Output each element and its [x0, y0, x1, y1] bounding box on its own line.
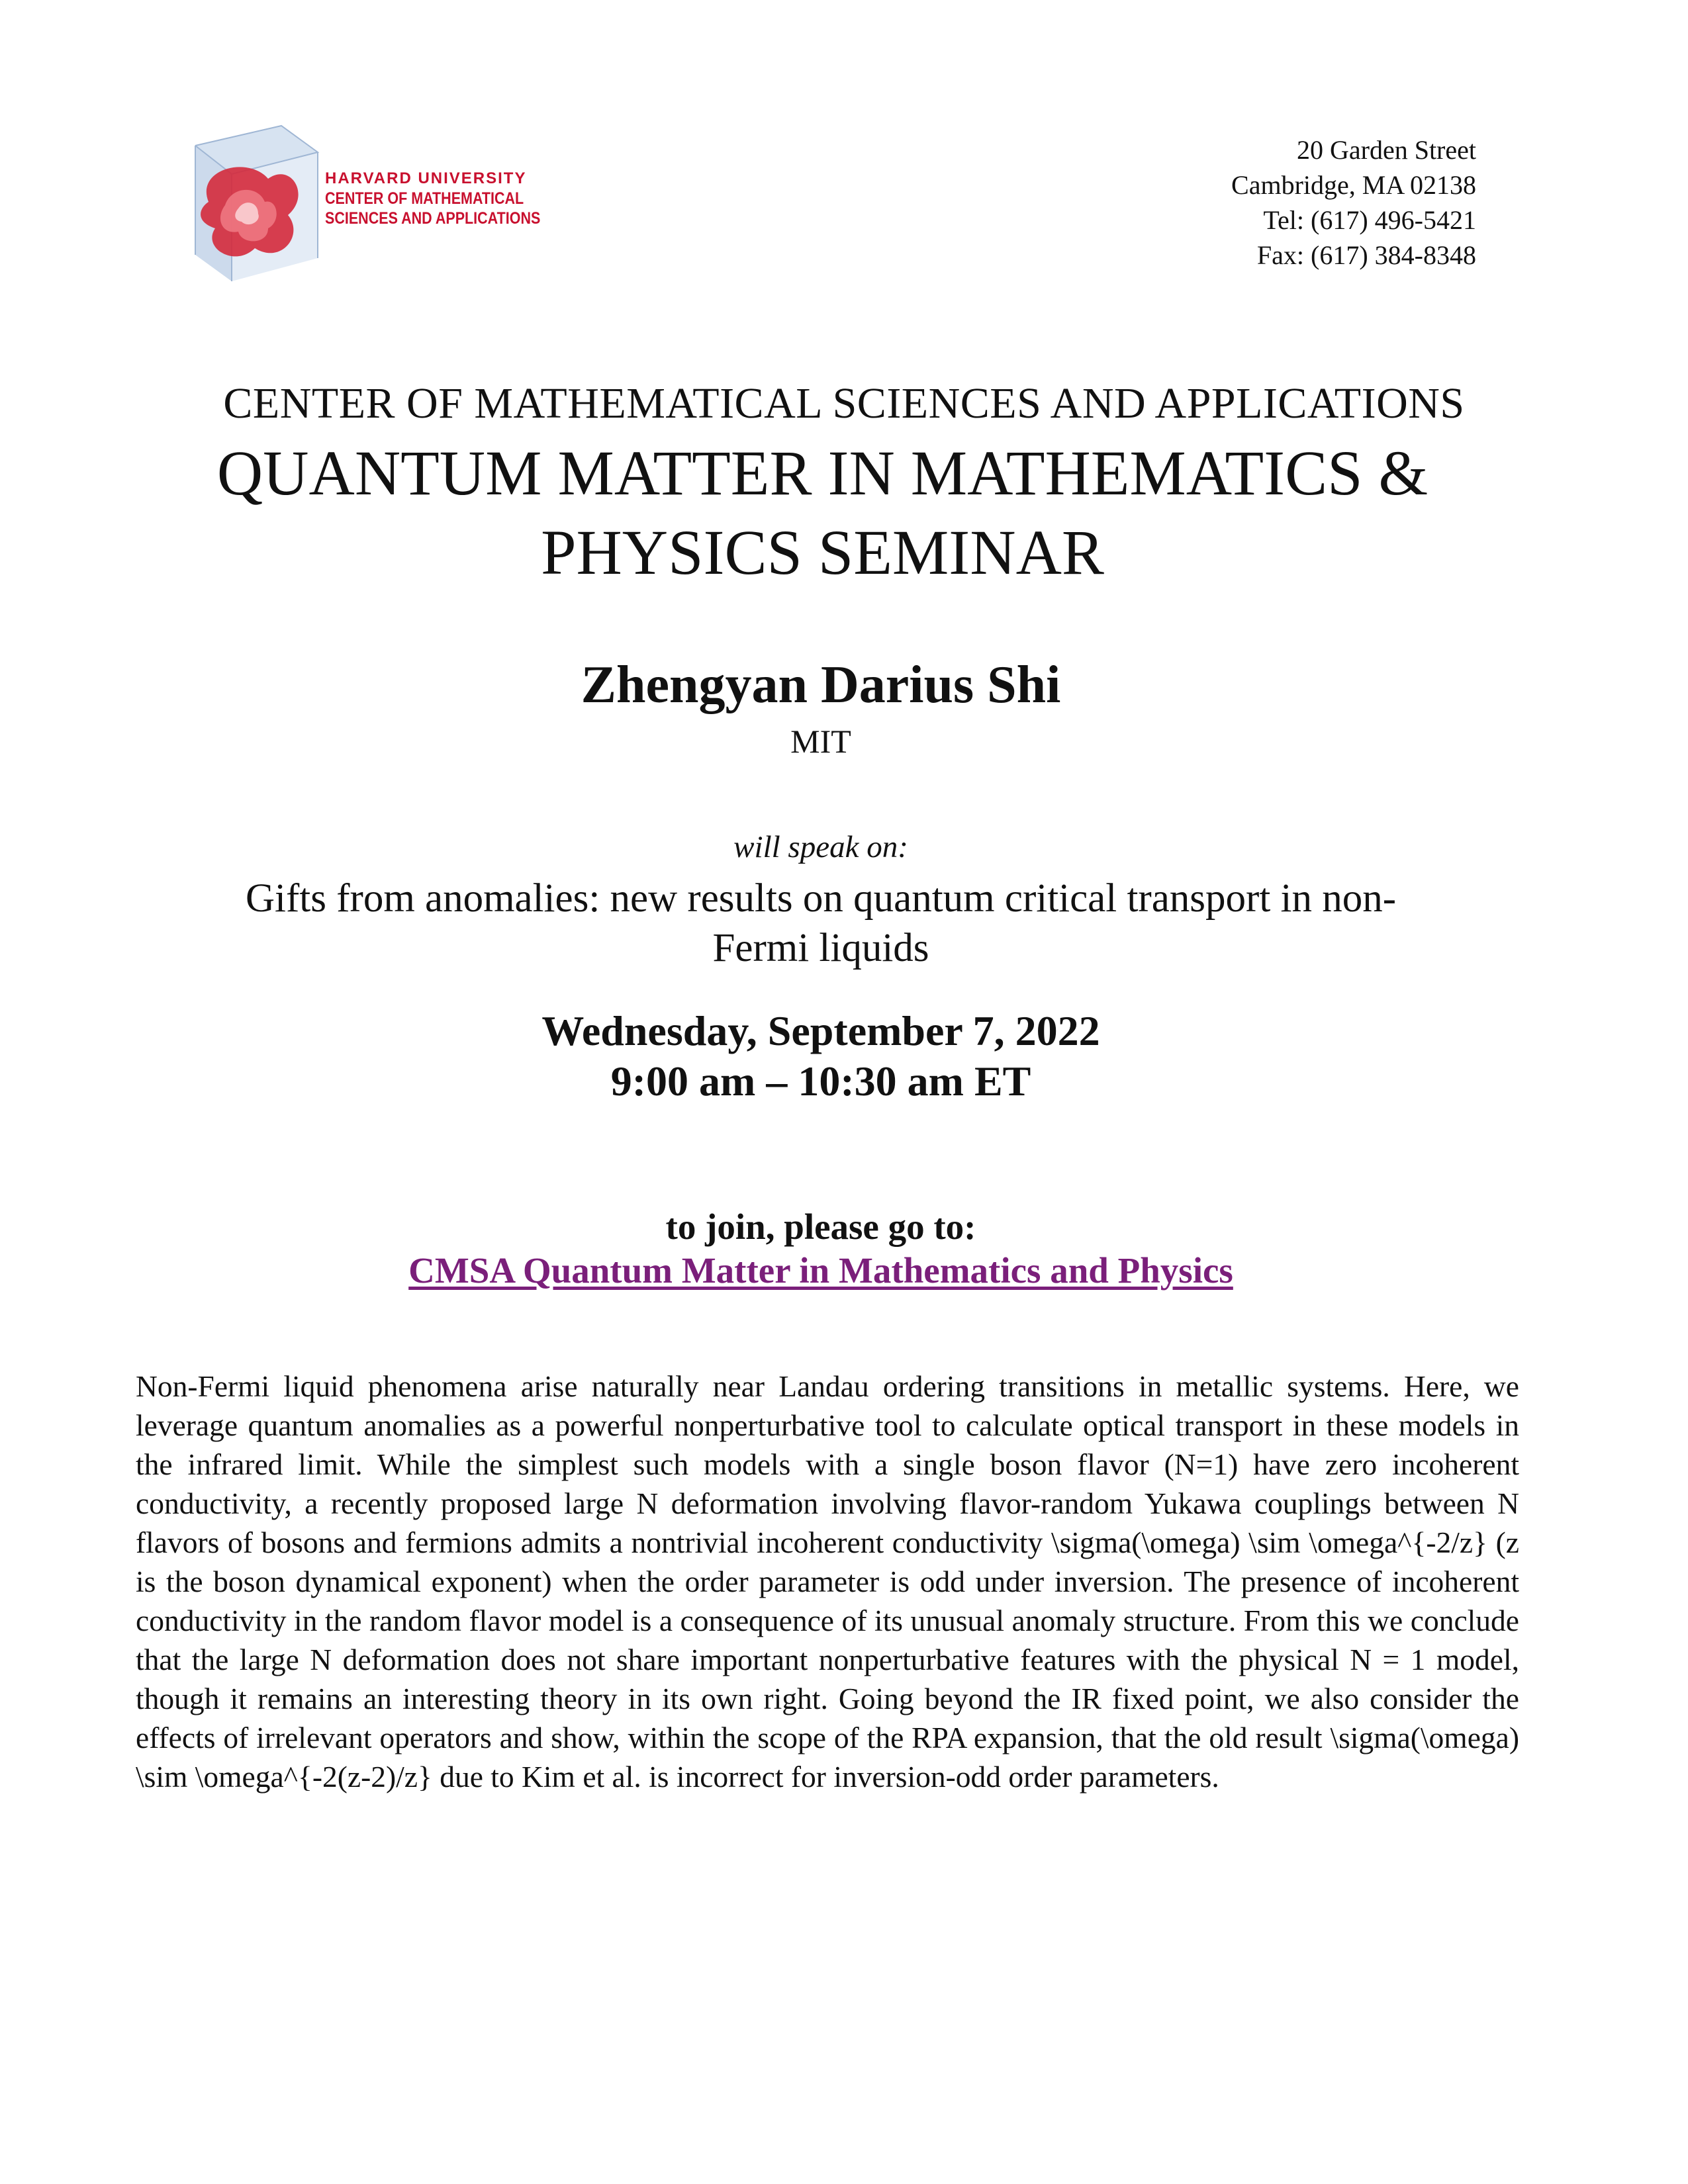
abstract-text: Non-Fermi liquid phenomena arise naturally near Landau ordering transitions in metallic systems. Here, we leverage quantum anomalies as a powerful nonperturbative tool to calculate optical transport in these models in the infrared limit. While the simplest such models with a single boson flavor (N=1) have zero incoherent conductivity, a recently proposed large N deformation involving flavor-random Yukawa couplings between N flavors of bosons and fermions admits a nontrivial incoherent conductivity \sigma(\omega) \sim \omega^{-2/z} (z is the boson dynamical exponent) when the order parameter is odd under inversion. The presence of incoherent conductivity in the random flavor model is a consequence of its unusual anomaly structure. From this we conclude that the large N deformation does not share important nonperturbative features with the physical N = 1 model, though it remains an interesting theory in its own right. Going beyond the IR fixed point, we also consider the effects of irrelevant operators and show, within the scope of the RPA expansion, that the old result \sigma(\omega) \sim \omega^{-2(z-2)/z} due to Kim et al. is incorrect for inversion-odd order parameters. [136, 1369, 1519, 1794]
join-link-wrapper [0, 1248, 1642, 1294]
join-link[interactable]: CMSA Quantum Matter in Mathematics and Physics [408, 1250, 1233, 1291]
talk-title [106, 874, 1536, 973]
talk-time: 9:00 am – 10:30 am ET [610, 1058, 1031, 1105]
logo-text [325, 169, 575, 228]
logo-line-university: HARVARD UNIVERSITY [325, 169, 527, 187]
cube-logo-icon [169, 122, 328, 285]
talk-title-line2: Fermi liquids [712, 926, 929, 970]
logo-line-sciences: SCIENCES AND APPLICATIONS [325, 209, 541, 228]
seminar-title-line2: PHYSICS SEMINAR [541, 517, 1104, 588]
address-fax: Fax: (617) 384-8348 [1256, 240, 1476, 270]
join-prompt: to join, please go to: [665, 1206, 976, 1247]
speaker-affiliation: MIT [790, 723, 851, 760]
address-city: Cambridge, MA 02138 [1231, 170, 1476, 200]
logo-line-center: CENTER OF MATHEMATICAL [325, 189, 524, 208]
address-street: 20 Garden Street [1296, 135, 1476, 165]
speaker-name: Zhengyan Darius Shi [581, 656, 1061, 714]
seminar-title-line1: QUANTUM MATTER IN MATHEMATICS & [216, 437, 1429, 508]
cmsa-logo [169, 122, 539, 288]
speak-on-label: will speak on: [733, 830, 908, 864]
center-heading: CENTER OF MATHEMATICAL SCIENCES AND APPLICATIONS [223, 379, 1465, 428]
address-tel: Tel: (617) 496-5421 [1263, 205, 1476, 235]
talk-title-line1: Gifts from anomalies: new results on quantum critical transport in non- [245, 876, 1397, 921]
talk-date: Wednesday, September 7, 2022 [541, 1007, 1100, 1054]
address-block [1231, 132, 1476, 273]
seminar-title [116, 433, 1529, 592]
